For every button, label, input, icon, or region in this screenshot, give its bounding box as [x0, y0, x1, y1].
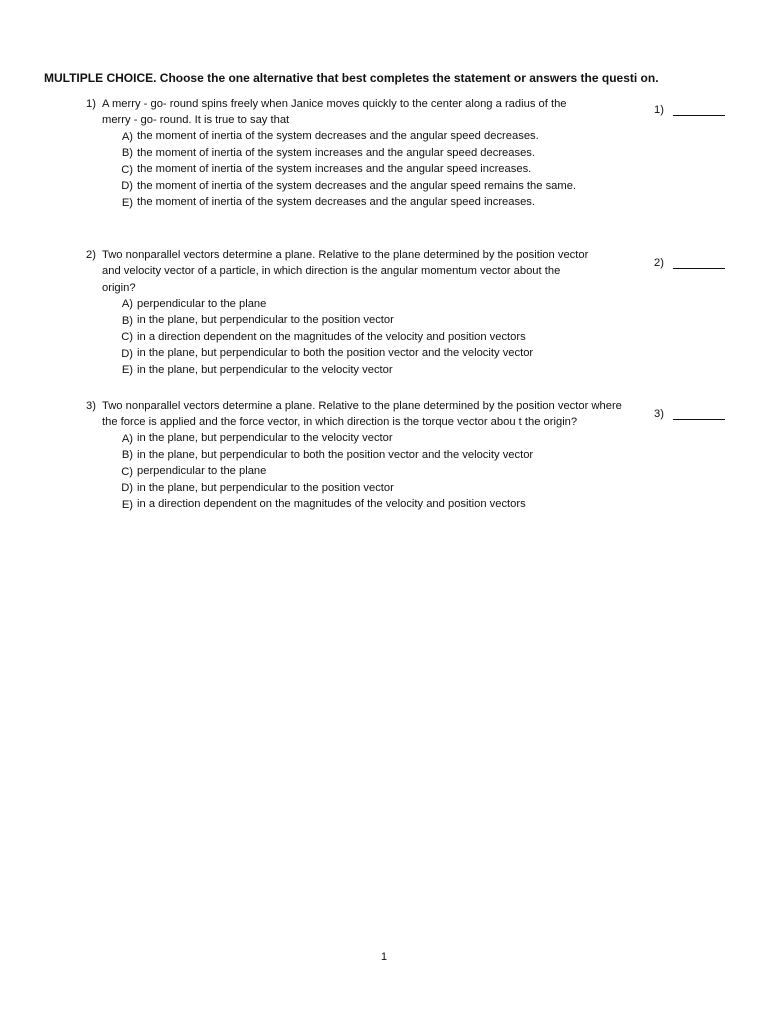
- option-c: [113, 329, 646, 346]
- option-letter: B): [121, 147, 133, 160]
- option-d: [113, 480, 646, 497]
- option-letter: A): [121, 432, 133, 445]
- option-letter: B): [121, 449, 133, 462]
- question-stem: [86, 398, 646, 431]
- option-a: [113, 129, 646, 146]
- option-text: in a direction dependent on the magnitudes of the velocity and position vectors: [137, 330, 526, 343]
- question-3: [86, 398, 646, 513]
- question-stem: [86, 247, 646, 296]
- option-e: [113, 362, 646, 379]
- answer-blank[interactable]: [673, 407, 725, 420]
- option-letter: E): [121, 196, 133, 209]
- option-text: the moment of inertia of the system increases and the angular speed decreases.: [137, 146, 536, 159]
- answer-slot-1[interactable]: [654, 103, 725, 116]
- option-text: in the plane, but perpendicular to both the position vector and the velocity vector: [137, 347, 534, 360]
- option-text: in the plane, but perpendicular to both the position vector and the velocity vector: [137, 448, 534, 461]
- option-text: in the plane, but perpendicular to the velocity vector: [137, 363, 393, 376]
- option-c: [113, 464, 646, 481]
- option-letter: E): [121, 364, 133, 377]
- option-e: [113, 497, 646, 514]
- page-number: 1: [380, 951, 388, 963]
- option-letter: B): [121, 314, 133, 327]
- option-a: [113, 296, 646, 313]
- answer-blank[interactable]: [673, 103, 725, 116]
- option-text: the moment of inertia of the system decreases and the angular speed decreases.: [137, 130, 539, 143]
- option-b: [113, 145, 646, 162]
- answer-blank[interactable]: [673, 256, 725, 269]
- answer-number: 3): [654, 408, 664, 420]
- option-b: [113, 313, 646, 330]
- question-number: 3): [86, 400, 96, 412]
- option-d: [113, 346, 646, 363]
- option-text: in the plane, but perpendicular to the position vector: [137, 314, 394, 327]
- answer-number: 1): [654, 104, 664, 116]
- option-letter: D): [121, 180, 133, 193]
- option-c: [113, 162, 646, 179]
- option-d: [113, 178, 646, 195]
- option-a: [113, 431, 646, 448]
- option-letter: C): [121, 465, 133, 478]
- answer-slot-2[interactable]: [654, 256, 725, 269]
- option-letter: D): [121, 347, 133, 360]
- option-letter: A): [121, 298, 133, 311]
- question-number: 1): [86, 98, 96, 110]
- answer-slot-3[interactable]: [654, 407, 725, 420]
- option-text: perpendicular to the plane: [137, 465, 267, 478]
- option-text: the moment of inertia of the system decreases and the angular speed remains the same.: [137, 179, 577, 192]
- option-letter: D): [121, 482, 133, 495]
- option-text: perpendicular to the plane: [137, 297, 267, 310]
- question-text: Two nonparallel vectors determine a plane. Relative to the plane determined by the position vector and velocity vector of a particle, in which direction is the angular momentum vector about the origin?: [102, 249, 589, 294]
- question-number: 2): [86, 249, 96, 261]
- option-text: the moment of inertia of the system decreases and the angular speed increases.: [137, 196, 536, 209]
- option-letter: C): [121, 331, 133, 344]
- question-text: Two nonparallel vectors determine a plane. Relative to the plane determined by the position vector where the force is applied and the force vector, in which direction is the torque vector abou t the origin?: [102, 400, 622, 429]
- question-stem: [86, 96, 646, 129]
- answer-number: 2): [654, 257, 664, 269]
- question-2: [86, 247, 646, 379]
- instructions-heading: MULTIPLE CHOICE. Choose the one alternative that best completes the statement or answers the questi on.: [44, 71, 659, 85]
- option-letter: E): [121, 498, 133, 511]
- option-letter: C): [121, 163, 133, 176]
- option-text: in the plane, but perpendicular to the position vector: [137, 481, 394, 494]
- option-letter: A): [121, 130, 133, 143]
- option-text: the moment of inertia of the system increases and the angular speed increases.: [137, 163, 532, 176]
- option-e: [113, 195, 646, 212]
- question-1: [86, 96, 646, 211]
- option-b: [113, 447, 646, 464]
- option-text: in the plane, but perpendicular to the velocity vector: [137, 432, 393, 445]
- question-text: A merry - go- round spins freely when Janice moves quickly to the center along a radius of the merry - go- round. It is true to say that: [102, 98, 567, 127]
- option-text: in a direction dependent on the magnitudes of the velocity and position vectors: [137, 498, 526, 511]
